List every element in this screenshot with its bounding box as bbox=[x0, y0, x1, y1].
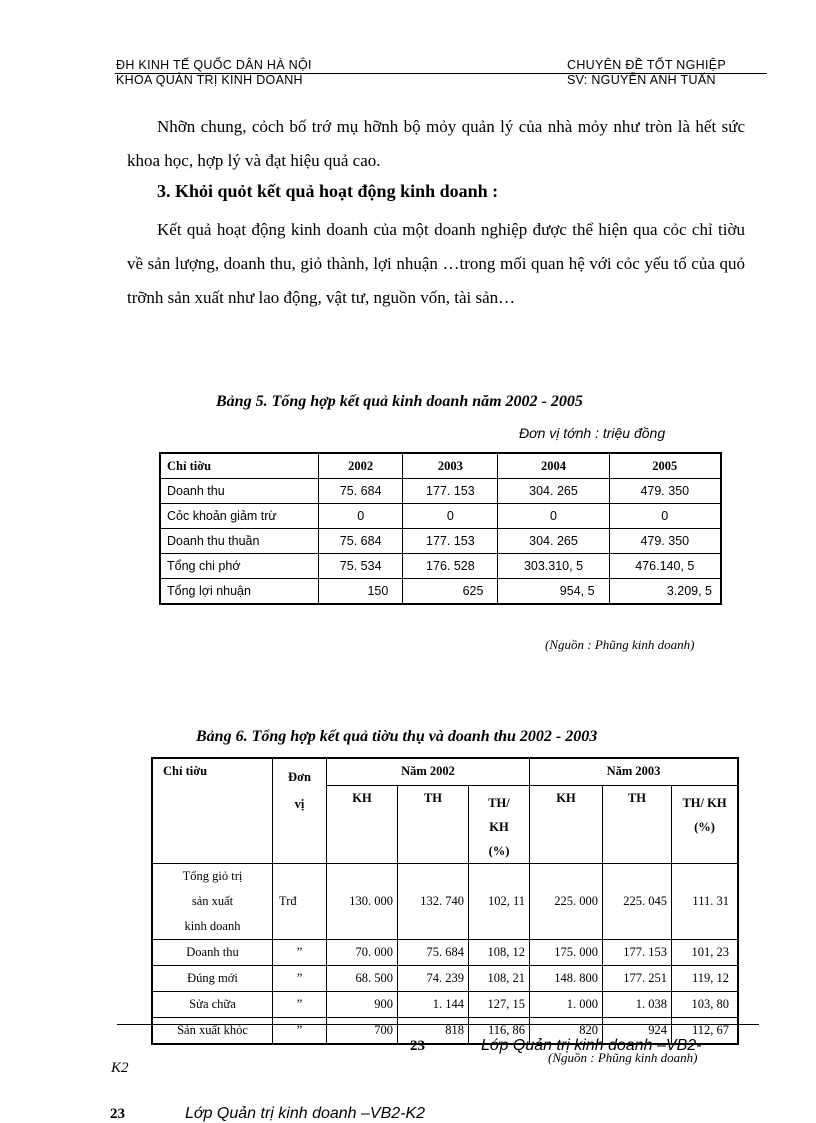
table5-cell: 177. 153 bbox=[403, 479, 498, 504]
table5-cell-label: Doanh thu bbox=[160, 479, 319, 504]
header-rule bbox=[115, 73, 767, 74]
table6-caption: Bảng 6. Tổng hợp kết quả tiờu thụ và doanh thu 2002 - 2003 bbox=[196, 728, 598, 745]
section-heading: 3. Khỏi quỏt kết quả hoạt động kinh doanh : bbox=[157, 181, 499, 201]
table6-header-donvi-line1: Đơn bbox=[288, 770, 311, 784]
table6-cell: 820 bbox=[530, 1017, 603, 1044]
table-row bbox=[152, 991, 738, 1017]
table6-row-label: Đúng mới bbox=[152, 965, 273, 991]
table6-cell-unit: Trđ bbox=[273, 863, 327, 939]
table5-cell-label: Doanh thu thuần bbox=[160, 529, 319, 554]
header-school: ĐH KINH TẾ QUỐC DÂN HÀ NỘI bbox=[116, 58, 312, 72]
table-row bbox=[160, 479, 721, 504]
footer-class-bottom: Lớp Quản trị kinh doanh –VB2-K2 bbox=[185, 1105, 426, 1122]
table6-header-donvi bbox=[273, 758, 327, 863]
table5-cell: 303.310, 5 bbox=[498, 554, 609, 579]
table6 bbox=[151, 757, 739, 1045]
table-row bbox=[160, 504, 721, 529]
table5-cell: 954, 5 bbox=[498, 579, 609, 605]
table5-cell: 0 bbox=[403, 504, 498, 529]
table5-cell: 75. 534 bbox=[319, 554, 403, 579]
table6-row-label-line1: Tổng giỏ trị bbox=[182, 868, 243, 883]
table6-header-kh: KH bbox=[327, 785, 398, 863]
table6-header-th2: TH bbox=[603, 785, 672, 863]
table5-header: 2002 bbox=[319, 453, 403, 479]
table5-cell: 625 bbox=[403, 579, 498, 605]
table5-caption: Bảng 5. Tổng hợp kết quả kinh doanh năm 2002 - 2005 bbox=[216, 393, 583, 410]
footer-page-number-bottom: 23 bbox=[110, 1106, 125, 1122]
table6-cell: 75. 684 bbox=[398, 939, 469, 965]
table6-header-thkh-2002-line2: KH bbox=[489, 819, 509, 834]
table5-cell: 479. 350 bbox=[609, 479, 721, 504]
table6-cell-unit: ” bbox=[273, 1017, 327, 1044]
table5-cell: 0 bbox=[609, 504, 721, 529]
table-row bbox=[160, 554, 721, 579]
table6-row-label-line3: kinh doanh bbox=[184, 918, 241, 933]
table6-cell: 108, 12 bbox=[469, 939, 530, 965]
table5-header: 2005 bbox=[609, 453, 721, 479]
table6-header-row bbox=[152, 758, 738, 785]
table6-cell: 1. 144 bbox=[398, 991, 469, 1017]
table6-source: (Nguồn : Phũng kinh doanh) bbox=[548, 1050, 698, 1065]
table6-cell: 111. 31 bbox=[672, 863, 739, 939]
table6-cell: 102, 11 bbox=[469, 863, 530, 939]
table5-cell: 0 bbox=[319, 504, 403, 529]
table5-cell: 476.140, 5 bbox=[609, 554, 721, 579]
table6-cell: 108, 21 bbox=[469, 965, 530, 991]
header-thesis: CHUYÊN ĐỀ TỐT NGHIỆP bbox=[567, 58, 727, 72]
table6-header-kh2: KH bbox=[530, 785, 603, 863]
table5-cell: 150 bbox=[319, 579, 403, 605]
table5-cell: 0 bbox=[498, 504, 609, 529]
table6-cell: 112, 67 bbox=[672, 1017, 739, 1044]
table-row bbox=[160, 529, 721, 554]
table5-cell: 75. 684 bbox=[319, 479, 403, 504]
table5-unit: Đơn vị tớnh : triệu đồng bbox=[519, 425, 666, 441]
table5-header: 2003 bbox=[403, 453, 498, 479]
table6-header-thkh-2003-line2: (%) bbox=[694, 819, 715, 834]
table6-cell: 1. 000 bbox=[530, 991, 603, 1017]
table5-cell: 75. 684 bbox=[319, 529, 403, 554]
table5-header: Chỉ tiờu bbox=[160, 453, 319, 479]
table5-cell-label: Cỏc khoản giảm trừ bbox=[160, 504, 319, 529]
table6-header-nam2002: Năm 2002 bbox=[327, 758, 530, 785]
table-row bbox=[160, 579, 721, 605]
header-student: SV: NGUYỄN ANH TUẤN bbox=[567, 73, 716, 87]
table6-header-thkh-2002-line1: TH/ bbox=[488, 795, 510, 810]
table6-cell-unit: ” bbox=[273, 939, 327, 965]
paragraph-org-structure: Nhỡn chung, cỏch bố trớ mụ hỡnh bộ mỏy quản lý của nhà mỏy như tròn là hết sức khoa học, hợp lý và đạt hiệu quả cao. bbox=[127, 117, 745, 170]
table6-header-th: TH bbox=[398, 785, 469, 863]
footer-k2: K2 bbox=[111, 1060, 129, 1076]
table6-cell: 225. 000 bbox=[530, 863, 603, 939]
table5-cell: 304. 265 bbox=[498, 529, 609, 554]
table6-cell: 101, 23 bbox=[672, 939, 739, 965]
table6-row-label: Sản xuất khỏc bbox=[152, 1017, 273, 1044]
table6-cell: 130. 000 bbox=[327, 863, 398, 939]
table6-cell: 148. 800 bbox=[530, 965, 603, 991]
table5-header: 2004 bbox=[498, 453, 609, 479]
table6-cell: 68. 500 bbox=[327, 965, 398, 991]
table6-cell: 74. 239 bbox=[398, 965, 469, 991]
table5-cell-label: Tổng chi phớ bbox=[160, 554, 319, 579]
table5-cell: 177. 153 bbox=[403, 529, 498, 554]
table5-cell: 479. 350 bbox=[609, 529, 721, 554]
table5-cell: 3.209, 5 bbox=[609, 579, 721, 605]
table6-row-label: Sửa chữa bbox=[152, 991, 273, 1017]
table6-row-label-line2: sản xuất bbox=[191, 893, 234, 908]
table-row bbox=[152, 863, 738, 939]
footer-class-overlap: Lớp Quản trị kinh doanh –VB2- bbox=[481, 1037, 702, 1054]
paragraph-results: Kết quả hoạt động kinh doanh của một doanh nghiệp được thể hiện qua cỏc chỉ tiờu về sản lượng, doanh thu, giỏ thành, lợi nhuận …trong mối quan hệ với cỏc yếu tố của quỏ trỡnh sản xuất như lao động, vật tư, nguồn vốn, tài sản… bbox=[127, 220, 745, 307]
table6-cell: 119, 12 bbox=[672, 965, 739, 991]
table5-source: (Nguồn : Phũng kinh doanh) bbox=[545, 637, 695, 652]
footer-page-number: 23 bbox=[410, 1038, 425, 1054]
table6-cell: 818 bbox=[398, 1017, 469, 1044]
table6-header-nam2003: Năm 2003 bbox=[530, 758, 739, 785]
table5-cell-label: Tổng lợi nhuận bbox=[160, 579, 319, 605]
header-faculty: KHOA QUẢN TRỊ KINH DOANH bbox=[116, 73, 303, 87]
table6-cell: 1. 038 bbox=[603, 991, 672, 1017]
table6-header-thkh-2003-line1: TH/ KH bbox=[682, 795, 727, 810]
table6-cell: 177. 251 bbox=[603, 965, 672, 991]
table6-header-thkh-2002-line3: (%) bbox=[488, 843, 510, 858]
table6-cell: 225. 045 bbox=[603, 863, 672, 939]
table6-cell-unit: ” bbox=[273, 965, 327, 991]
table6-header-thkh-2002 bbox=[469, 785, 530, 863]
table6-cell: 924 bbox=[603, 1017, 672, 1044]
table5-cell: 176. 528 bbox=[403, 554, 498, 579]
table6-cell: 132. 740 bbox=[398, 863, 469, 939]
table6-header-chitieu: Chỉ tiờu bbox=[152, 758, 273, 863]
table6-header-donvi-line2: vị bbox=[294, 797, 305, 811]
table-row bbox=[152, 939, 738, 965]
footer-rule bbox=[117, 1024, 759, 1025]
table6-row-label: Doanh thu bbox=[152, 939, 273, 965]
table6-cell: 116, 86 bbox=[469, 1017, 530, 1044]
table6-cell: 175. 000 bbox=[530, 939, 603, 965]
table6-cell: 900 bbox=[327, 991, 398, 1017]
table6-cell: 70. 000 bbox=[327, 939, 398, 965]
table5-header-row bbox=[160, 453, 721, 479]
table6-cell: 127, 15 bbox=[469, 991, 530, 1017]
table6-cell-unit: ” bbox=[273, 991, 327, 1017]
table6-header-thkh-2003 bbox=[672, 785, 739, 863]
table-row bbox=[152, 965, 738, 991]
table6-row-label bbox=[152, 863, 273, 939]
table6-cell: 177. 153 bbox=[603, 939, 672, 965]
table5 bbox=[159, 452, 722, 605]
table6-cell: 700 bbox=[327, 1017, 398, 1044]
table5-cell: 304. 265 bbox=[498, 479, 609, 504]
table6-cell: 103, 80 bbox=[672, 991, 739, 1017]
